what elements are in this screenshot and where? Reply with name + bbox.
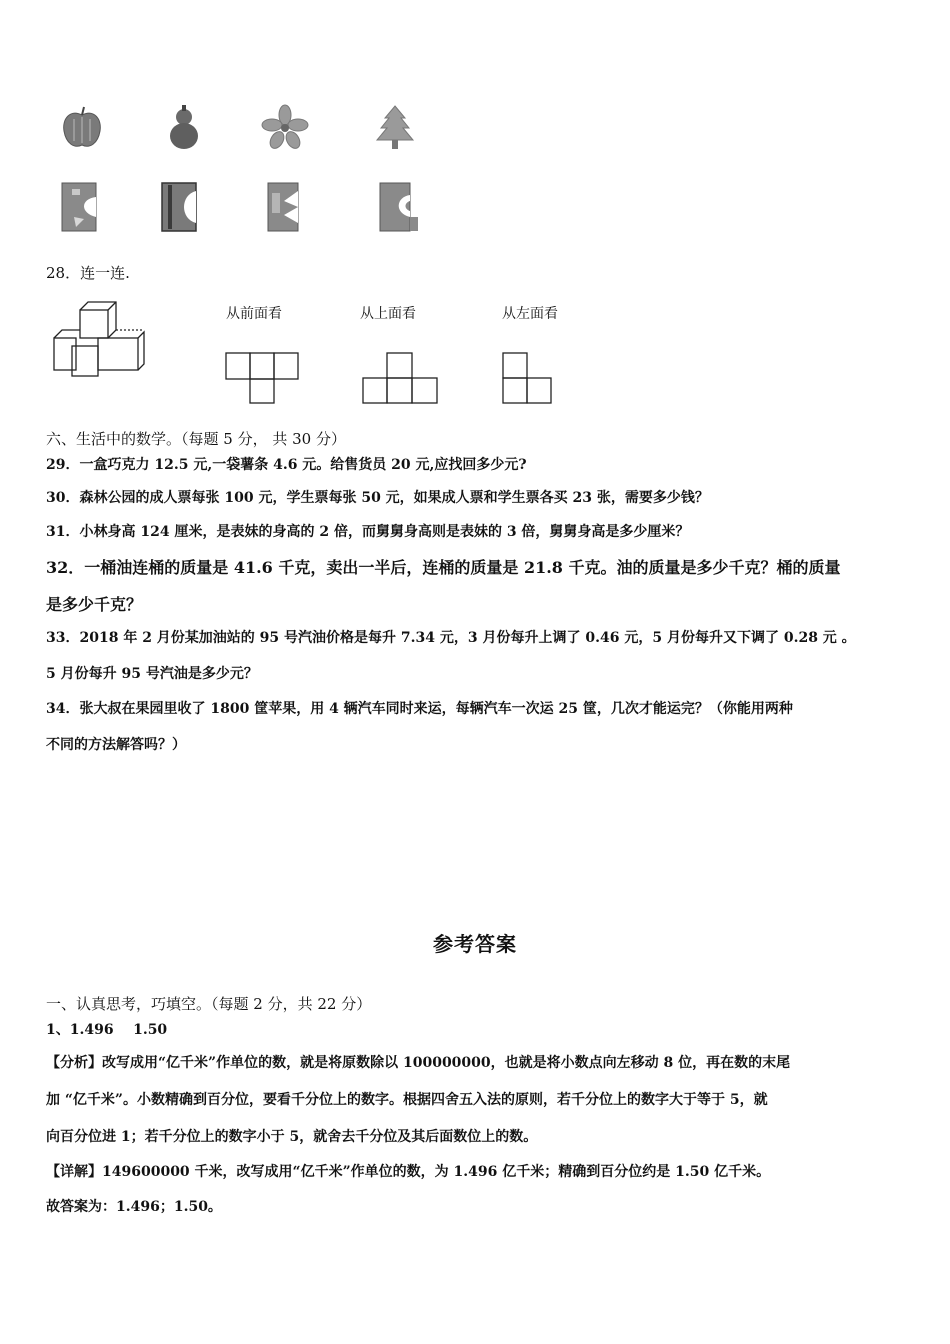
cutout-card-icon — [160, 181, 200, 233]
q28-text: 28．连一连. — [46, 264, 130, 282]
q32-line1: 32．一桶油连桶的质量是 41.6 千克，卖出一半后，连桶的质量是 21.8 千克。油的质量是多少千克？桶的质量 — [46, 558, 841, 577]
q31: 31．小林身高 124 厘米，是表妹的身高的 2 倍，而舅舅身高则是表妹的 3 倍，舅舅身高是多少厘米？ — [46, 524, 690, 540]
q32-line2: 是多少千克？ — [46, 595, 143, 614]
q34-line2: 不同的方法解答吗？） — [46, 737, 186, 753]
cutout-card-icon — [380, 183, 420, 233]
q33-line1: 33．2018 年 2 月份某加油站的 95 号汽油价格是每升 7.34 元，3 月份每升上调了 0.46 元，5 月份每升又下调了 0.28 元 。 — [46, 630, 856, 646]
q29: 29．一盒巧克力 12.5 元,一袋薯条 4.6 元。给售货员 20 元,应找回多少元? — [46, 457, 527, 473]
view-top-label: 从上面看 — [360, 306, 416, 322]
answer-1: 1、1.496 1.50 — [46, 1022, 168, 1038]
cube-stack-figure — [52, 300, 152, 380]
conclusion-line: 故答案为：1.496；1.50。 — [46, 1199, 222, 1215]
left-view-figure — [502, 352, 558, 404]
gourd-icon — [164, 103, 204, 151]
flower-icon — [262, 105, 308, 149]
answers-title: 参考答案 — [433, 932, 517, 956]
analysis-line1: 【分析】改写成用“亿千米”作单位的数，就是将原数除以 100000000，也就是将小数点向左移动 8 位，再在数的末尾 — [46, 1055, 791, 1071]
q30: 30．森林公园的成人票每张 100 元，学生票每张 50 元，如果成人票和学生票各买 23 张，需要多少钱？ — [46, 490, 709, 506]
cutout-card-icon — [268, 183, 306, 233]
q34-line1: 34．张大叔在果园里收了 1800 筐苹果，用 4 辆汽车同时来运，每辆汽车一次运 25 筐，几次才能运完？（你能用两种 — [46, 701, 793, 717]
section6-header: 六、生活中的数学。（每题 5 分， 共 30 分） — [46, 430, 346, 448]
answers-section1-header: 一、认真思考，巧填空。（每题 2 分，共 22 分） — [46, 995, 372, 1013]
analysis-line3: 向百分位进 1；若千分位上的数字小于 5，就舍去千分位及其后面数位上的数。 — [46, 1129, 538, 1145]
view-left-label: 从左面看 — [502, 306, 558, 322]
top-view-figure — [362, 352, 442, 404]
detail-line: 【详解】149600000 千米，改写成用“亿千米”作单位的数，为 1.496 亿千米；精确到百分位约是 1.50 亿千米。 — [46, 1164, 771, 1180]
analysis-line2: 加 “亿千米”。小数精确到百分位，要看千分位上的数字。根据四舍五入法的原则，若千分位上的数字大于等于 5，就 — [46, 1092, 768, 1108]
cutout-card-icon — [62, 183, 100, 233]
front-view-figure — [225, 352, 305, 404]
tree-icon — [375, 104, 415, 150]
view-front-label: 从前面看 — [226, 306, 282, 322]
apple-icon — [60, 105, 104, 149]
q33-line2: 5 月份每升 95 号汽油是多少元？ — [46, 666, 258, 682]
